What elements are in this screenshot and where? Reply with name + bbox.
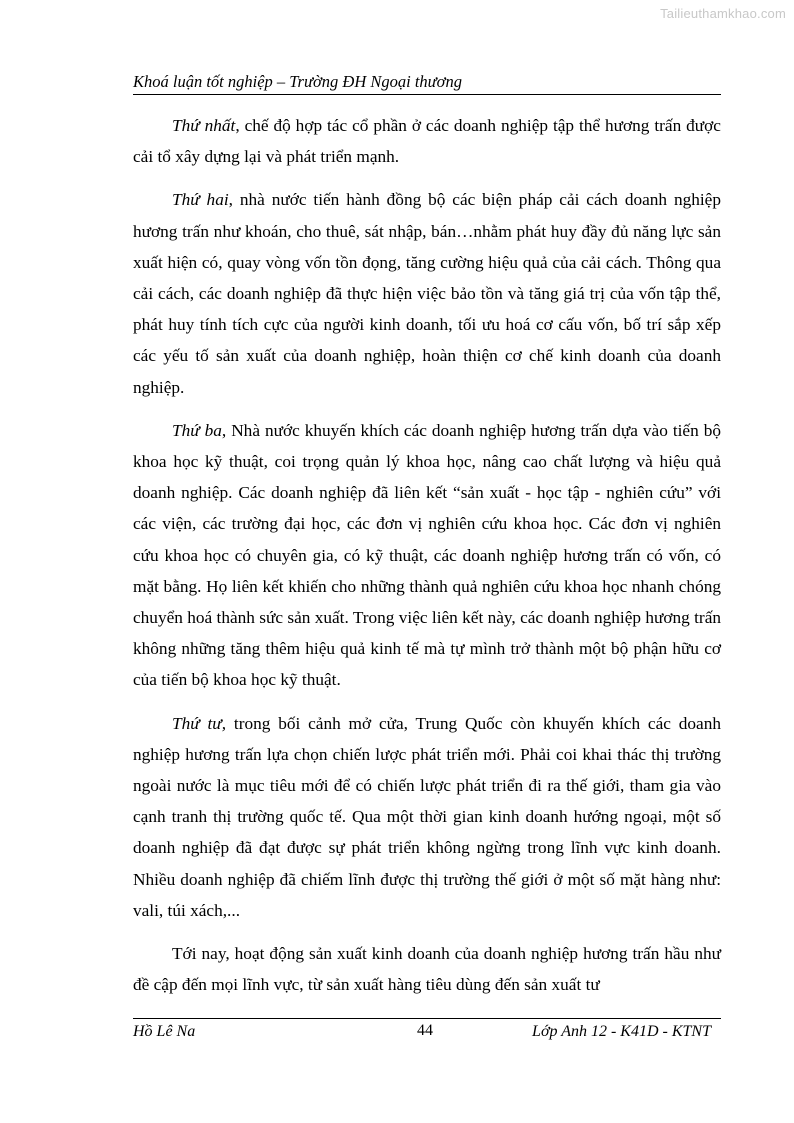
page-header-title: Khoá luận tốt nghiệp – Trường ĐH Ngoại thương [133,72,462,91]
paragraph-text: , nhà nước tiến hành đồng bộ các biện pháp cải cách doanh nghiệp hương trấn như khoán, cho thuê, sát nhập, bán…nhằm phát huy đầy đủ năng lực sản xuất hiện có, quay vòng vốn tồn đọng, tăng cường hiệu quả của cải cách. Thông qua cải cách, các doanh nghiệp đã thực hiện việc bảo tồn và tăng giá trị của vốn tập thể, phát huy tính tích cực của người kinh doanh, tối ưu hoá cơ cấu vốn, bố trí sắp xếp các yếu tố sản xuất của doanh nghiệp, hoàn thiện cơ chế kinh doanh của doanh nghiệp. [133,190,721,397]
page-footer [133,1022,721,1044]
paragraph-text: , chế độ hợp tác cổ phần ở các doanh nghiệp tập thể hương trấn được cải tổ xây dựng lại và phát triển mạnh. [133,116,721,167]
footer-author: Hồ Lê Na [133,1023,196,1040]
footer-class-info: Lớp Anh 12 - K41D - KTNT [532,1023,711,1040]
paragraph-lead: Thứ nhất [172,116,236,135]
watermark-text: Tailieuthamkhao.com [660,6,786,21]
paragraph-text: , Nhà nước khuyến khích các doanh nghiệp hương trấn dựa vào tiến bộ khoa học kỹ thuật, coi trọng quản lý khoa học, nâng cao chất lượng và hiệu quả doanh nghiệp. Các doanh nghiệp đã liên kết “sản xuất - học tập - nghiên cứu” với các viện, các trường đại học, các đơn vị nghiên cứu khoa học. Các đơn vị nghiên cứu khoa học có chuyên gia, có kỹ thuật, các doanh nghiệp hương trấn có vốn, có mặt bằng. Họ liên kết khiến cho những thành quả nghiên cứu khoa học nhanh chóng chuyển hoá thành sức sản xuất. Trong việc liên kết này, các doanh nghiệp hương trấn không những tăng thêm hiệu quả kinh tế mà tự mình trở thành một bộ phận hữu cơ của tiến bộ khoa học kỹ thuật. [133,420,721,690]
paragraph-text: trong bối cảnh mở cửa, Trung Quốc còn khuyến khích các doanh nghiệp hương trấn lựa chọn chiến lược phát triển mới. Phải coi khai thác thị trường ngoài nước là mục tiêu mới để có chiến lược phát triển đi ra thế giới, tham gia vào cạnh tranh thị trường quốc tế. Qua một thời gian kinh doanh hướng ngoại, một số doanh nghiệp đã đạt được sự phát triển không ngừng trong lĩnh vực kinh doanh. Nhiều doanh nghiệp đã chiếm lĩnh được thị trường thế giới ở một số mặt hàng như: vali, túi xách,... [133,713,722,920]
paragraph-first [133,110,721,172]
paragraph-lead: Thứ tư, [172,713,227,733]
paragraph-fifth [133,938,721,1000]
paragraph-second [133,184,721,402]
paragraph-fourth [133,708,721,926]
page-number: 44 [417,1022,433,1039]
paragraph-third [133,415,721,696]
header-divider [133,94,721,95]
document-body [133,110,721,1012]
paragraph-lead: Thứ ba [172,420,222,440]
paragraph-lead: Thứ hai [172,190,229,210]
footer-divider [133,1018,721,1019]
paragraph-text: Tới nay, hoạt động sản xuất kinh doanh của doanh nghiệp hương trấn hầu như đề cập đến mọi lĩnh vực, từ sản xuất hàng tiêu dùng đến sản xuất tư [133,944,721,995]
